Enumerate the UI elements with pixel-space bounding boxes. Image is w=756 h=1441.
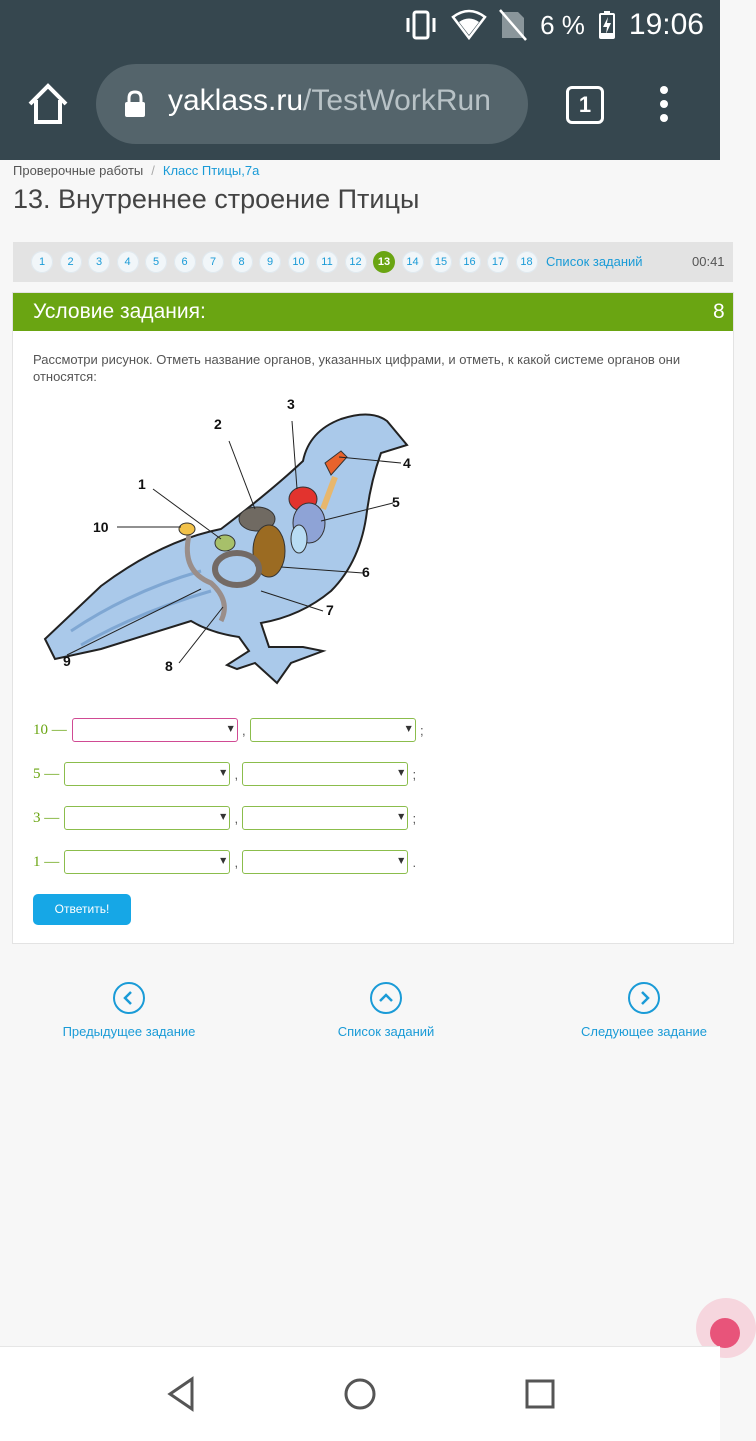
task-number-16[interactable]: 16 bbox=[459, 251, 481, 273]
task-number-5[interactable]: 5 bbox=[145, 251, 167, 273]
overflow-menu-icon[interactable] bbox=[656, 86, 672, 126]
wifi-icon bbox=[452, 11, 486, 39]
task-points: 8 bbox=[713, 300, 725, 323]
task-number-12[interactable]: 12 bbox=[345, 251, 367, 273]
task-number-9[interactable]: 9 bbox=[259, 251, 281, 273]
chevron-up-icon bbox=[370, 982, 402, 1014]
dropdown-arrow-icon: ▼ bbox=[227, 724, 234, 733]
chevron-right-icon bbox=[628, 982, 660, 1014]
task-number-3[interactable]: 3 bbox=[88, 251, 110, 273]
task-number-13-active[interactable]: 13 bbox=[373, 251, 395, 273]
separator: , bbox=[234, 766, 239, 782]
answer-label: 3 — bbox=[33, 809, 60, 826]
status-bar bbox=[0, 0, 720, 50]
chevron-left-icon bbox=[113, 982, 145, 1014]
organ-select[interactable] bbox=[64, 850, 230, 874]
task-card-header bbox=[13, 293, 733, 331]
figure-label-2: 2 bbox=[214, 416, 222, 432]
separator: , bbox=[234, 854, 239, 870]
figure-label-3: 3 bbox=[287, 396, 295, 412]
system-select[interactable] bbox=[242, 806, 408, 830]
dropdown-arrow-icon: ▼ bbox=[398, 812, 405, 821]
task-number-8[interactable]: 8 bbox=[231, 251, 253, 273]
home-icon[interactable] bbox=[24, 80, 72, 128]
row-end: ; bbox=[412, 766, 417, 782]
browser-toolbar bbox=[0, 50, 720, 160]
home-circle-icon[interactable] bbox=[343, 1377, 377, 1411]
task-list-link[interactable]: Список заданий bbox=[546, 254, 643, 269]
task-list-footer-label: Список заданий bbox=[337, 1024, 435, 1039]
timer: 00:41 bbox=[692, 254, 725, 269]
answer-label: 1 — bbox=[33, 853, 60, 870]
task-number-17[interactable]: 17 bbox=[487, 251, 509, 273]
answer-row-5 bbox=[33, 761, 420, 787]
organ-select[interactable] bbox=[64, 762, 230, 786]
back-icon[interactable] bbox=[166, 1377, 196, 1411]
next-task-link[interactable] bbox=[580, 982, 708, 1039]
figure-label-6: 6 bbox=[362, 564, 370, 580]
bird-anatomy-figure bbox=[41, 396, 421, 691]
task-number-6[interactable]: 6 bbox=[174, 251, 196, 273]
task-number-10[interactable]: 10 bbox=[288, 251, 310, 273]
battery-charging-icon bbox=[599, 11, 615, 39]
figure-label-10: 10 bbox=[93, 519, 109, 535]
battery-percent: 6 % bbox=[540, 9, 585, 40]
breadcrumb: Проверочные работы / Класс Птицы,7а bbox=[13, 163, 260, 178]
url-host: yaklass.ru bbox=[168, 84, 304, 117]
task-card bbox=[12, 292, 734, 944]
answer-row-3 bbox=[33, 805, 420, 831]
task-number-2[interactable]: 2 bbox=[60, 251, 82, 273]
organ-select[interactable] bbox=[72, 718, 238, 742]
separator: , bbox=[241, 722, 246, 738]
task-number-14[interactable]: 14 bbox=[402, 251, 424, 273]
row-end: ; bbox=[412, 810, 417, 826]
task-navigation bbox=[13, 242, 733, 282]
question-text: Рассмотри рисунок. Отметь название органов, указанных цифрами, и отметь, к какой системе органов они относятся: bbox=[33, 352, 681, 384]
lock-icon bbox=[124, 90, 146, 118]
answer-row-1 bbox=[33, 849, 420, 875]
next-task-label: Следующее задание bbox=[580, 1024, 708, 1039]
submit-answer-button[interactable]: Ответить! bbox=[33, 894, 131, 925]
task-number-11[interactable]: 11 bbox=[316, 251, 338, 273]
dropdown-arrow-icon: ▼ bbox=[405, 724, 412, 733]
task-number-18[interactable]: 18 bbox=[516, 251, 538, 273]
system-select[interactable] bbox=[242, 762, 408, 786]
figure-label-7: 7 bbox=[326, 602, 334, 618]
previous-task-link[interactable] bbox=[62, 982, 196, 1039]
dropdown-arrow-icon: ▼ bbox=[398, 856, 405, 865]
vibrate-icon bbox=[404, 10, 438, 40]
task-condition-title: Условие задания: bbox=[33, 300, 206, 323]
system-select[interactable] bbox=[250, 718, 416, 742]
task-number-15[interactable]: 15 bbox=[430, 251, 452, 273]
url-text bbox=[168, 84, 513, 118]
figure-label-9: 9 bbox=[63, 653, 71, 669]
dropdown-arrow-icon: ▼ bbox=[220, 768, 227, 777]
page-title: 13. Внутреннее строение Птицы bbox=[13, 184, 420, 214]
task-list-footer-link[interactable] bbox=[336, 982, 436, 1039]
tab-switcher-button[interactable]: 1 bbox=[566, 86, 604, 124]
answer-label: 10 — bbox=[33, 721, 67, 738]
previous-task-label: Предыдущее задание bbox=[62, 1024, 196, 1039]
address-bar[interactable] bbox=[96, 64, 528, 144]
figure-label-8: 8 bbox=[165, 658, 173, 674]
no-sim-icon bbox=[500, 10, 526, 40]
dropdown-arrow-icon: ▼ bbox=[398, 768, 405, 777]
separator: , bbox=[234, 810, 239, 826]
figure-label-5: 5 bbox=[392, 494, 400, 510]
clock: 19:06 bbox=[628, 8, 704, 41]
recent-apps-icon[interactable] bbox=[525, 1379, 555, 1409]
system-select[interactable] bbox=[242, 850, 408, 874]
task-number-1[interactable]: 1 bbox=[31, 251, 53, 273]
system-navigation-bar bbox=[0, 1346, 720, 1441]
answer-row-10 bbox=[33, 717, 428, 743]
row-end: . bbox=[412, 854, 417, 870]
url-path: /TestWorkRun bbox=[303, 84, 491, 117]
dropdown-arrow-icon: ▼ bbox=[220, 812, 227, 821]
dropdown-arrow-icon: ▼ bbox=[220, 856, 227, 865]
task-number-7[interactable]: 7 bbox=[202, 251, 224, 273]
organ-select[interactable] bbox=[64, 806, 230, 830]
row-end: ; bbox=[419, 722, 424, 738]
figure-label-1: 1 bbox=[138, 476, 146, 492]
task-number-4[interactable]: 4 bbox=[117, 251, 139, 273]
figure-label-4: 4 bbox=[403, 455, 411, 471]
breadcrumb-item-tests[interactable]: Проверочные работы bbox=[13, 163, 144, 178]
breadcrumb-item-class[interactable]: Класс Птицы,7а bbox=[162, 163, 260, 178]
answer-label: 5 — bbox=[33, 765, 60, 782]
